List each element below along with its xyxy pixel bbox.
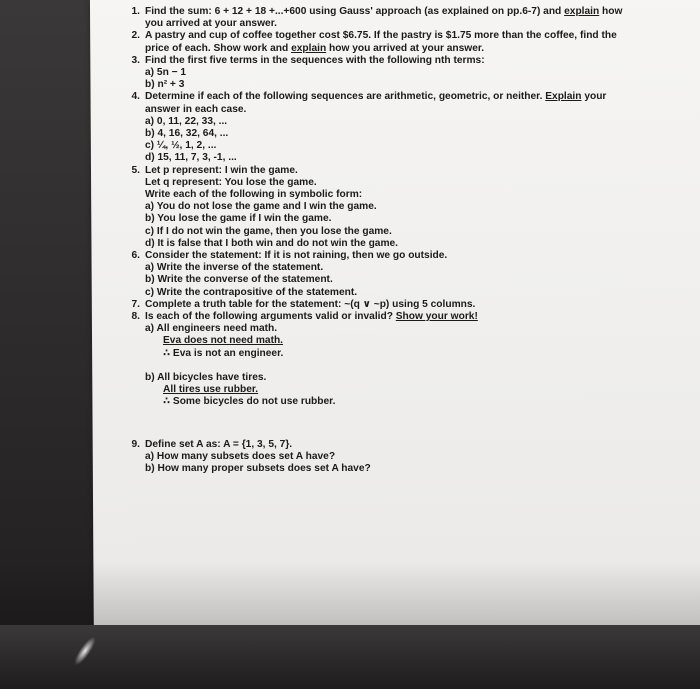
question-number: 8.	[131, 311, 140, 323]
sub-text: 5n − 1	[156, 67, 187, 79]
question-2	[120, 30, 640, 54]
question-number: 6.	[131, 250, 140, 262]
sub-question	[145, 463, 640, 475]
sub-text: 15, 11, 7, 3, -1, ...	[157, 152, 237, 164]
question-text: price of each. Show work and	[145, 42, 292, 54]
sub-label: a)	[145, 262, 155, 274]
desk-surface	[0, 625, 700, 689]
question-line: Write each of the following in symbolic form:	[145, 189, 363, 201]
sub-text: How many proper subsets does set A have?	[157, 462, 371, 474]
question-text: your	[581, 91, 607, 103]
sub-question	[145, 152, 640, 164]
sub-label: b)	[145, 371, 155, 383]
emphasis-text: Explain	[545, 91, 582, 103]
question-number: 4.	[131, 91, 140, 103]
question-line: answer in each case.	[145, 103, 247, 115]
sub-text: n² + 3	[157, 79, 185, 91]
sub-text: 4, 16, 32, 64, ...	[157, 128, 229, 140]
question-line: A pastry and cup of coffee together cost $6.75. If the pastry is $1.75 more than the coffee, find the	[145, 30, 617, 42]
emphasis-text: explain	[564, 6, 600, 17]
question-6	[120, 250, 640, 299]
conclusion: ∴ Some bicycles do not use rubber.	[163, 396, 336, 408]
premise-1: All bicycles have tires.	[157, 371, 267, 383]
question-line	[145, 91, 640, 103]
question-4	[120, 91, 640, 164]
worksheet-text	[120, 6, 640, 475]
emphasis-text: Show your work!	[395, 311, 478, 323]
question-line	[145, 43, 640, 55]
argument-b	[145, 372, 640, 409]
sub-text: Write the inverse of the statement.	[156, 262, 324, 274]
question-line: Let q represent: You lose the game.	[145, 176, 317, 188]
sub-text: You lose the game if I win the game.	[157, 213, 332, 225]
question-line: Complete a truth table for the statement: ~(q ∨ ~p) using 5 columns.	[145, 298, 476, 310]
sub-text: Write the converse of the statement.	[157, 274, 333, 286]
sub-question	[145, 128, 640, 140]
question-text: Determine if each of the following sequences are arithmetic, geometric, or neither.	[145, 91, 546, 103]
question-number: 7.	[131, 298, 140, 310]
question-8	[120, 311, 640, 408]
question-number: 9.	[131, 438, 140, 450]
question-3	[120, 55, 640, 92]
question-7	[120, 299, 640, 311]
question-1	[120, 6, 640, 30]
premise-2: Eva does not need math.	[163, 335, 284, 347]
argument-a	[145, 323, 640, 360]
sub-question	[145, 451, 640, 463]
question-9	[120, 439, 640, 476]
conclusion: ∴ Eva is not an engineer.	[163, 347, 284, 359]
sub-question	[145, 140, 640, 152]
question-line: Define set A as: A = {1, 3, 5, 7}.	[145, 438, 293, 450]
sub-text: How many subsets does set A have?	[156, 450, 336, 462]
question-line: Consider the statement: If it is not raining, then we go outside.	[145, 250, 448, 262]
sub-label: b)	[145, 462, 155, 474]
sub-label: c)	[145, 225, 155, 237]
question-number: 1.	[131, 6, 140, 17]
sub-label: c)	[145, 286, 155, 298]
sub-label: d)	[145, 237, 155, 249]
question-line	[145, 6, 640, 18]
question-number: 3.	[131, 54, 140, 66]
sub-label: b)	[145, 274, 155, 286]
sub-text: It is false that I both win and do not win the game.	[157, 237, 399, 249]
sub-label: b)	[145, 213, 155, 225]
premise-1: All engineers need math.	[156, 323, 278, 335]
sub-label: b)	[145, 79, 155, 91]
question-5	[120, 165, 640, 250]
sub-question	[145, 262, 640, 274]
sub-text: Write the contrapositive of the statement.	[156, 286, 358, 298]
question-line: Let p represent: I win the game.	[145, 164, 298, 176]
sub-question	[145, 238, 640, 250]
question-text: Find the sum: 6 + 12 + 18 +...+600 using Gauss' approach (as explained on pp.6-7) and	[145, 6, 565, 17]
sub-question	[145, 79, 640, 91]
sub-text: If I do not win the game, then you lose the game.	[156, 225, 392, 237]
question-text: how you arrived at your answer.	[326, 42, 485, 54]
sub-label: b)	[145, 128, 155, 140]
sub-label: c)	[145, 140, 155, 152]
sub-text: 0, 11, 22, 33, ...	[156, 115, 228, 127]
sub-label: a)	[145, 67, 155, 79]
sub-question	[145, 213, 640, 225]
sub-text: ¼, ½, 1, 2, ...	[156, 140, 217, 152]
sub-question	[145, 201, 640, 213]
sub-question	[145, 274, 640, 286]
question-text: Is each of the following arguments valid or invalid?	[145, 311, 396, 323]
sub-label: d)	[145, 152, 155, 164]
question-number: 5.	[131, 164, 140, 176]
sub-label: a)	[145, 201, 155, 213]
sub-label: a)	[145, 323, 155, 335]
sub-text: You do not lose the game and I win the game.	[156, 201, 377, 213]
sub-label: a)	[145, 115, 155, 127]
question-number: 2.	[131, 30, 140, 42]
premise-2: All tires use rubber.	[163, 384, 259, 396]
question-text: how	[599, 6, 623, 17]
sub-question	[145, 226, 640, 238]
question-line	[145, 311, 640, 323]
sub-question	[145, 116, 640, 128]
question-line: Find the first five terms in the sequences with the following nth terms:	[145, 54, 485, 66]
question-line: you arrived at your answer.	[145, 18, 277, 30]
sub-label: a)	[145, 450, 155, 462]
sub-question	[145, 67, 640, 79]
emphasis-text: explain	[291, 42, 327, 54]
sub-question	[145, 287, 640, 299]
